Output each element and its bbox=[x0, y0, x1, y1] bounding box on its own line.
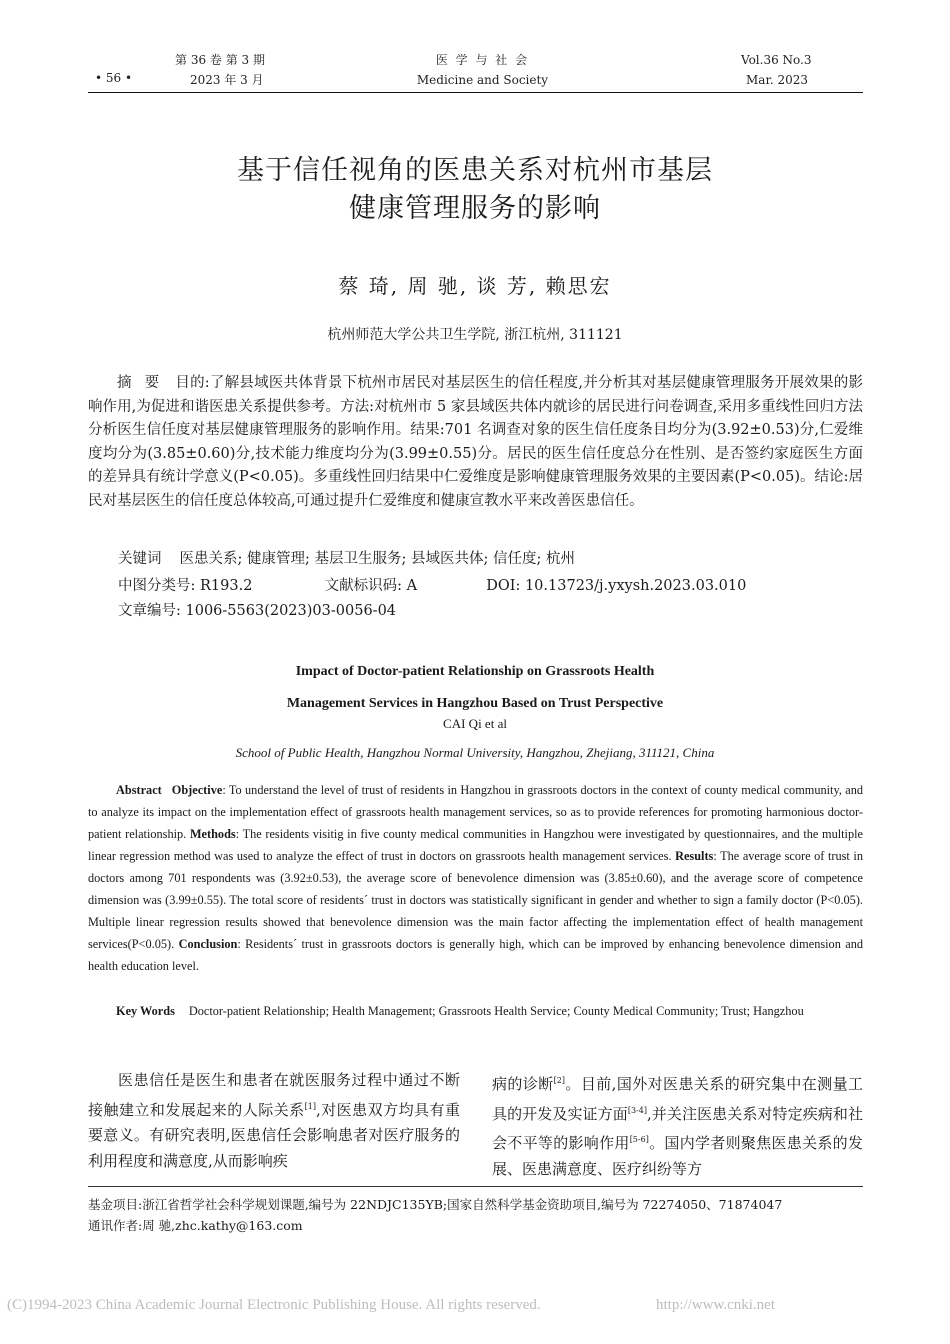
objective-label: Objective bbox=[171, 783, 223, 797]
body-column-left bbox=[88, 1068, 460, 1174]
body-text: 。国内学者则聚焦医患关系的发展、医患满意度、医疗纠纷等方 bbox=[492, 1134, 863, 1178]
volume-en: Vol.36 No.3 bbox=[741, 53, 812, 67]
page-number: • 56 • bbox=[95, 71, 133, 85]
abstract-cn bbox=[88, 372, 863, 513]
header-rule bbox=[88, 92, 863, 93]
doc-code-label: 文献标识码: bbox=[324, 578, 402, 594]
doi: DOI: 10.13723/j.yxysh.2023.03.010 bbox=[486, 578, 747, 594]
methods-text: : The residents visitig in five county medical communities in Hangzhou were investigated by questionnaires, and the multiple linear regression method was used to analyze the effect of trust in doctors on grassroots health management services. bbox=[88, 827, 863, 863]
citation-ref: [3-4] bbox=[627, 1105, 647, 1115]
journal-name-en: Medicine and Society bbox=[416, 73, 549, 87]
keywords-text-en: Doctor-patient Relationship; Health Management; Grassroots Health Service; County Medical Community; Trust; Hangzhou bbox=[188, 1004, 804, 1018]
methods-label: Methods bbox=[189, 827, 236, 841]
date-cn: 2023 年 3 月 bbox=[190, 73, 264, 87]
clc-label: 中图分类号: bbox=[118, 578, 196, 594]
article-number-label: 文章编号: bbox=[118, 603, 181, 619]
title-en-line-2: Management Services in Hangzhou Based on Trust Perspective bbox=[286, 696, 664, 711]
citation-ref: [2] bbox=[553, 1076, 565, 1085]
conclusion-label: Conclusion bbox=[178, 937, 238, 951]
footnote-rule bbox=[88, 1186, 863, 1187]
clc-value: R193.2 bbox=[200, 578, 253, 594]
body-text: ,对医患双方均具有重要意义。有研究表明,医患信任会影响患者对医疗服务的利用程度和满意度,从而影响疾 bbox=[88, 1100, 460, 1170]
conclusion-text: : Residents´ trust in grassroots doctors is generally high, which can be improved by enhancing benevolence dimension and health education level. bbox=[88, 937, 863, 973]
journal-name-cn: 医 学 与 社 会 bbox=[435, 53, 530, 67]
body-text: 医患信任是医生和患者在就医服务过程中通过不断接触建立和发展起来的人际关系 bbox=[88, 1071, 460, 1119]
affiliation-cn: 杭州师范大学公共卫生学院, 浙江杭州, 311121 bbox=[327, 327, 623, 343]
title-line-1: 基于信任视角的医患关系对杭州市基层 bbox=[237, 155, 713, 186]
affiliation-en: School of Public Health, Hangzhou Normal University, Hangzhou, Zhejiang, 311121, China bbox=[235, 745, 715, 760]
results-text: : The average score of trust in doctors among 701 respondents was (3.92±0.53), the average score of benevolence dimension was (3.85±0.60), and the average score of competence dimension was (3.99±0.55). The total score of residents´ trust in doctors was statistically significant in gender and whether to sign a family doctor (P<0.05). Multiple linear regression results showed that benevolence dimension was the main factor affecting the implementation effect of health management services(P<0.05). bbox=[88, 849, 863, 951]
author-en: CAI Qi et al bbox=[443, 716, 507, 731]
article-number bbox=[118, 600, 863, 624]
doc-code-value: A bbox=[406, 578, 418, 594]
footnote-funding: 基金项目:浙江省哲学社会科学规划课题,编号为 22NDJC135YB;国家自然科学基金资助项目,编号为 72274050、71874047 bbox=[88, 1197, 783, 1212]
footnote-corresponding: 通讯作者:周 驰,zhc.kathy@163.com bbox=[88, 1218, 303, 1233]
abstract-label-cn: 摘 要 bbox=[117, 375, 164, 391]
results-label: Results bbox=[675, 849, 714, 863]
body-column-right bbox=[492, 1068, 863, 1182]
citation-ref: [5-6] bbox=[629, 1135, 649, 1144]
body-text: ,并关注医患关系对特定疾病和社会不平等的影响作用 bbox=[492, 1104, 863, 1152]
citation-ref: [1] bbox=[304, 1101, 316, 1111]
title-line-2: 健康管理服务的影响 bbox=[349, 193, 601, 224]
keywords-label-cn: 关键词 bbox=[118, 551, 162, 567]
date-en: Mar. 2023 bbox=[746, 73, 809, 87]
article-number-value: 1006-5563(2023)03-0056-04 bbox=[185, 603, 397, 619]
abstract-text-cn: 目的:了解县域医共体背景下杭州市居民对基层医生的信任程度,并分析其对基层健康管理服务开展效果的影响作用,为促进和谐医患关系提供参考。方法:对杭州市 5 家县域医共体内就诊的居民进行问卷调查,采用多重线性回归方法分析医生信任度对基层健康管理服务的影响作用。结果:701 名调查对象的医生信任度条目均分为(3.92±0.53)分,仁爱维度均分为(3.85±0.60)分,技术能力维度均分为(3.99±0.55)分。居民的医生信任度总分在性别、是否签约家庭医生方面的差异具有统计学意义(P<0.05)。多重线性回归结果中仁爱维度是影响健康管理服务效果的主要因素(P<0.05)。结论:居民对基层医生的信任度总体较高,可通过提升仁爱维度和健康宣教水平来改善医患信任。 bbox=[88, 375, 863, 509]
abstract-label-en: Abstract bbox=[116, 783, 162, 797]
keywords-cn bbox=[118, 548, 863, 572]
body-text: 。目前,国外对医患关系的研究集中在测量工具的开发及实证方面 bbox=[492, 1075, 863, 1123]
keywords-en bbox=[88, 1000, 863, 1022]
authors-cn: 蔡 琦, 周 驰, 谈 芳, 赖思宏 bbox=[338, 274, 612, 298]
title-en-line-1: Impact of Doctor-patient Relationship on Grassroots Health bbox=[295, 664, 655, 679]
classification-line bbox=[118, 575, 863, 599]
keywords-label-en: Key Words bbox=[116, 1004, 175, 1018]
cnki-url-watermark: http://www.cnki.net bbox=[656, 1297, 776, 1313]
keywords-text-cn: 医患关系; 健康管理; 基层卫生服务; 县域医共体; 信任度; 杭州 bbox=[179, 551, 575, 567]
volume-cn: 第 36 卷 第 3 期 bbox=[175, 53, 265, 67]
copyright-watermark: (C)1994-2023 China Academic Journal Electronic Publishing House. All rights reserved. bbox=[7, 1297, 541, 1313]
abstract-en bbox=[88, 779, 863, 977]
objective-text: : To understand the level of trust of residents in Hangzhou in grassroots doctors in the context of county medical community, and to analyze its impact on the implementation effect of grassroots health management services, so as to provide references for promoting harmonious doctor-patient relationship. bbox=[88, 783, 863, 841]
article-title-cn bbox=[0, 152, 950, 228]
body-text: 病的诊断 bbox=[492, 1075, 554, 1093]
article-title-en bbox=[0, 656, 950, 720]
